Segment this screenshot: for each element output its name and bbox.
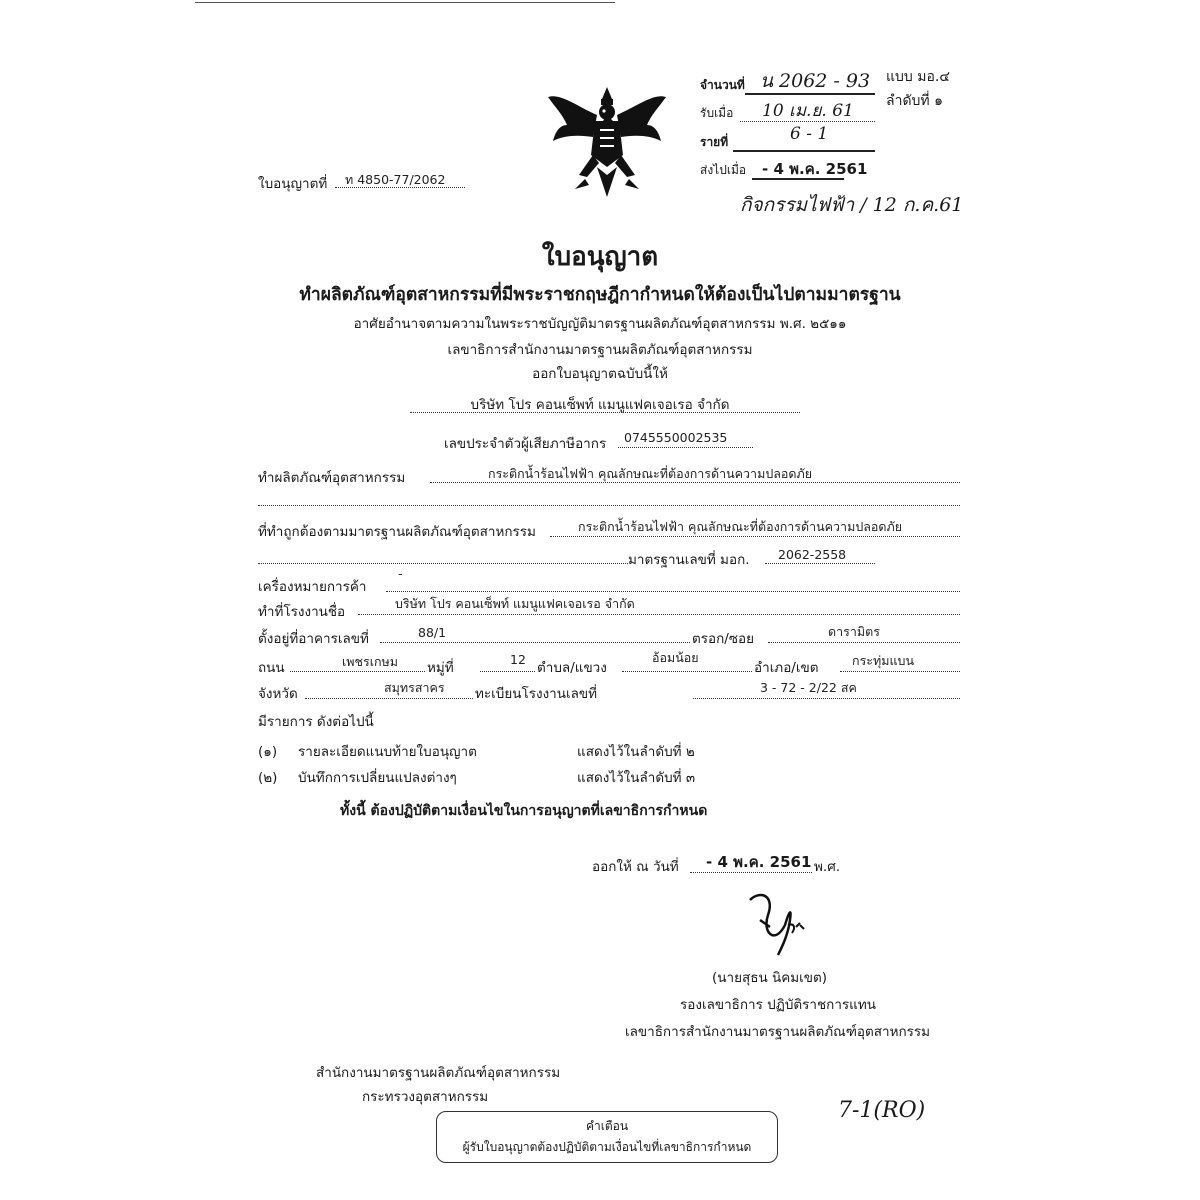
moo-value: 12 bbox=[510, 652, 526, 667]
road-label: ถนน bbox=[258, 660, 285, 676]
receipt-no-label: จำนวนที่ bbox=[700, 78, 745, 92]
building-line bbox=[380, 642, 690, 643]
signature-mark bbox=[730, 885, 830, 965]
office-line-1: สำนักงานมาตรฐานผลิตภัณฑ์อุตสาหกรรม bbox=[316, 1065, 561, 1081]
receipt-list-label: รายที่ bbox=[700, 135, 729, 149]
soi-line bbox=[768, 642, 960, 643]
company-line bbox=[410, 412, 800, 413]
tambon-line bbox=[622, 671, 752, 672]
receipt-date-label: รับเมื่อ bbox=[700, 106, 734, 120]
signature bbox=[730, 885, 830, 965]
province-value: สมุทรสาคร bbox=[384, 680, 445, 695]
signer-position: รองเลขาธิการ ปฏิบัติราชการแทน bbox=[680, 997, 876, 1013]
company-name: บริษัท โปร คอนเซ็พท์ แมนูแฟคเจอเรอ จำกัด bbox=[470, 397, 730, 413]
receipt-list-line bbox=[733, 150, 875, 152]
amphoe-line bbox=[840, 671, 960, 672]
building-value: 88/1 bbox=[418, 625, 447, 640]
receipt-date-line bbox=[740, 121, 875, 122]
garuda-emblem bbox=[545, 85, 670, 200]
items-heading: มีรายการ ดังต่อไปนี้ bbox=[258, 714, 374, 730]
warning-title: คำเตือน bbox=[585, 1119, 629, 1133]
item-2-ref: แสดงไว้ในลำดับที่ ๓ bbox=[577, 770, 696, 786]
authority-line-3: ออกใบอนุญาตฉบับนี้ให้ bbox=[532, 366, 668, 382]
license-no-value: ท 4850-77/2062 bbox=[345, 172, 446, 187]
soi-value: ดารามิตร bbox=[828, 624, 880, 639]
receipt-handwritten-note: กิจกรรมไฟฟ้า / 12 ก.ค.61 bbox=[740, 194, 964, 216]
condition-text: ทั้งนี้ ต้องปฏิบัติตามเงื่อนไขในการอนุญาตที่เลขาธิการกำหนด bbox=[340, 803, 708, 819]
form-order: ลำดับที่ ๑ bbox=[886, 93, 943, 109]
item-1-num: (๑) bbox=[258, 744, 278, 760]
warning-box bbox=[436, 1111, 778, 1163]
office-line-2: กระทรวงอุตสาหกรรม bbox=[362, 1089, 489, 1105]
trademark-line bbox=[386, 591, 960, 592]
standard-no-label: มาตรฐานเลขที่ มอก. bbox=[628, 552, 750, 568]
moo-label: หมู่ที่ bbox=[427, 660, 454, 676]
issued-value: - 4 พ.ค. 2561 bbox=[706, 853, 812, 871]
factory-line bbox=[358, 614, 960, 615]
item-1-text: รายละเอียดแนบท้ายใบอนุญาต bbox=[298, 744, 477, 760]
amphoe-value: กระทุ่มแบน bbox=[852, 653, 915, 668]
tambon-label: ตำบล/แขวง bbox=[537, 660, 607, 676]
tax-id-label: เลขประจำตัวผู้เสียภาษีอากร bbox=[444, 436, 607, 452]
document-subtitle: ทำผลิตภัณฑ์อุตสาหกรรมที่มีพระราชกฤษฎีกากำหนดให้ต้องเป็นไปตามมาตรฐาน bbox=[299, 285, 901, 305]
warning-text: ผู้รับใบอนุญาตต้องปฏิบัติตามเงื่อนไขที่เลขาธิการกำหนด bbox=[462, 1140, 752, 1154]
trademark-label: เครื่องหมายการค้า bbox=[258, 579, 367, 595]
factory-value: บริษัท โปร คอนเซ็พท์ แมนูแฟคเจอเรอ จำกัด bbox=[395, 596, 635, 611]
standard-label: ที่ทำถูกต้องตามมาตรฐานผลิตภัณฑ์อุตสาหกรรม bbox=[258, 524, 536, 540]
standard-line bbox=[550, 536, 960, 537]
receipt-sent-line bbox=[752, 178, 844, 180]
issued-era: พ.ศ. bbox=[814, 859, 841, 875]
road-line bbox=[290, 671, 425, 672]
factory-label: ทำที่โรงงานชื่อ bbox=[258, 604, 346, 620]
tambon-value: อ้อมน้อย bbox=[652, 650, 699, 665]
item-2-text: บันทึกการเปลี่ยนแปลงต่างๆ bbox=[298, 770, 457, 786]
receipt-sent-value: - 4 พ.ค. 2561 bbox=[762, 160, 868, 178]
product-line-2 bbox=[258, 505, 960, 506]
factory-reg-line bbox=[693, 698, 960, 699]
license-no-line bbox=[335, 187, 465, 188]
factory-reg-value: 3 - 72 - 2/22 สค bbox=[760, 680, 857, 695]
soi-label: ตรอก/ซอย bbox=[692, 631, 755, 647]
receipt-sent-label: ส่งไปเมื่อ bbox=[700, 163, 747, 177]
factory-reg-label: ทะเบียนโรงงานเลขที่ bbox=[475, 686, 597, 702]
page-mark: 7-1(RO) bbox=[838, 1098, 926, 1123]
scan-edge-line bbox=[195, 2, 615, 3]
license-no-label: ใบอนุญาตที่ bbox=[258, 176, 328, 192]
receipt-no-line bbox=[745, 93, 875, 95]
receipt-date-value: 10 เม.ย. 61 bbox=[762, 101, 854, 121]
tax-id-line bbox=[618, 447, 753, 448]
product-line bbox=[430, 482, 960, 483]
receipt-no-value: น 2062 - 93 bbox=[760, 70, 871, 92]
product-value: กระติกน้ำร้อนไฟฟ้า คุณลักษณะที่ต้องการด้านความปลอดภัย bbox=[488, 466, 813, 481]
garuda-icon bbox=[545, 85, 670, 200]
item-1-ref: แสดงไว้ในลำดับที่ ๒ bbox=[577, 744, 695, 760]
signer-name: (นายสุธน นิคมเขต) bbox=[712, 970, 828, 986]
issued-label: ออกให้ ณ วันที่ bbox=[592, 859, 679, 875]
receipt-list-value: 6 - 1 bbox=[790, 124, 829, 144]
road-value: เพชรเกษม bbox=[342, 654, 399, 669]
document-title: ใบอนุญาต bbox=[541, 242, 659, 272]
tax-id-value: 0745550002535 bbox=[624, 430, 728, 445]
trademark-value: - bbox=[398, 566, 403, 581]
product-label: ทำผลิตภัณฑ์อุตสาหกรรม bbox=[258, 470, 406, 486]
item-2-num: (๒) bbox=[258, 770, 278, 786]
standard-no-value: 2062-2558 bbox=[778, 547, 847, 562]
standard-line-2 bbox=[258, 563, 628, 564]
issued-line bbox=[690, 872, 812, 873]
authority-line-2: เลขาธิการสำนักงานมาตรฐานผลิตภัณฑ์อุตสาหกรรม bbox=[447, 342, 753, 358]
moo-line bbox=[480, 671, 535, 672]
standard-value: กระติกน้ำร้อนไฟฟ้า คุณลักษณะที่ต้องการด้านความปลอดภัย bbox=[578, 519, 903, 534]
standard-no-line bbox=[765, 563, 875, 564]
province-line bbox=[305, 698, 473, 699]
building-label: ตั้งอยู่ที่อาคารเลขที่ bbox=[258, 631, 369, 647]
form-code: แบบ มอ.๔ bbox=[886, 69, 950, 85]
amphoe-label: อำเภอ/เขต bbox=[754, 660, 819, 676]
authority-line-1: อาศัยอำนาจตามความในพระราชบัญญัติมาตรฐานผลิตภัณฑ์อุตสาหกรรม พ.ศ. ๒๕๑๑ bbox=[353, 316, 847, 332]
province-label: จังหวัด bbox=[258, 686, 298, 702]
signer-org: เลขาธิการสำนักงานมาตรฐานผลิตภัณฑ์อุตสาหกรรม bbox=[625, 1024, 931, 1040]
